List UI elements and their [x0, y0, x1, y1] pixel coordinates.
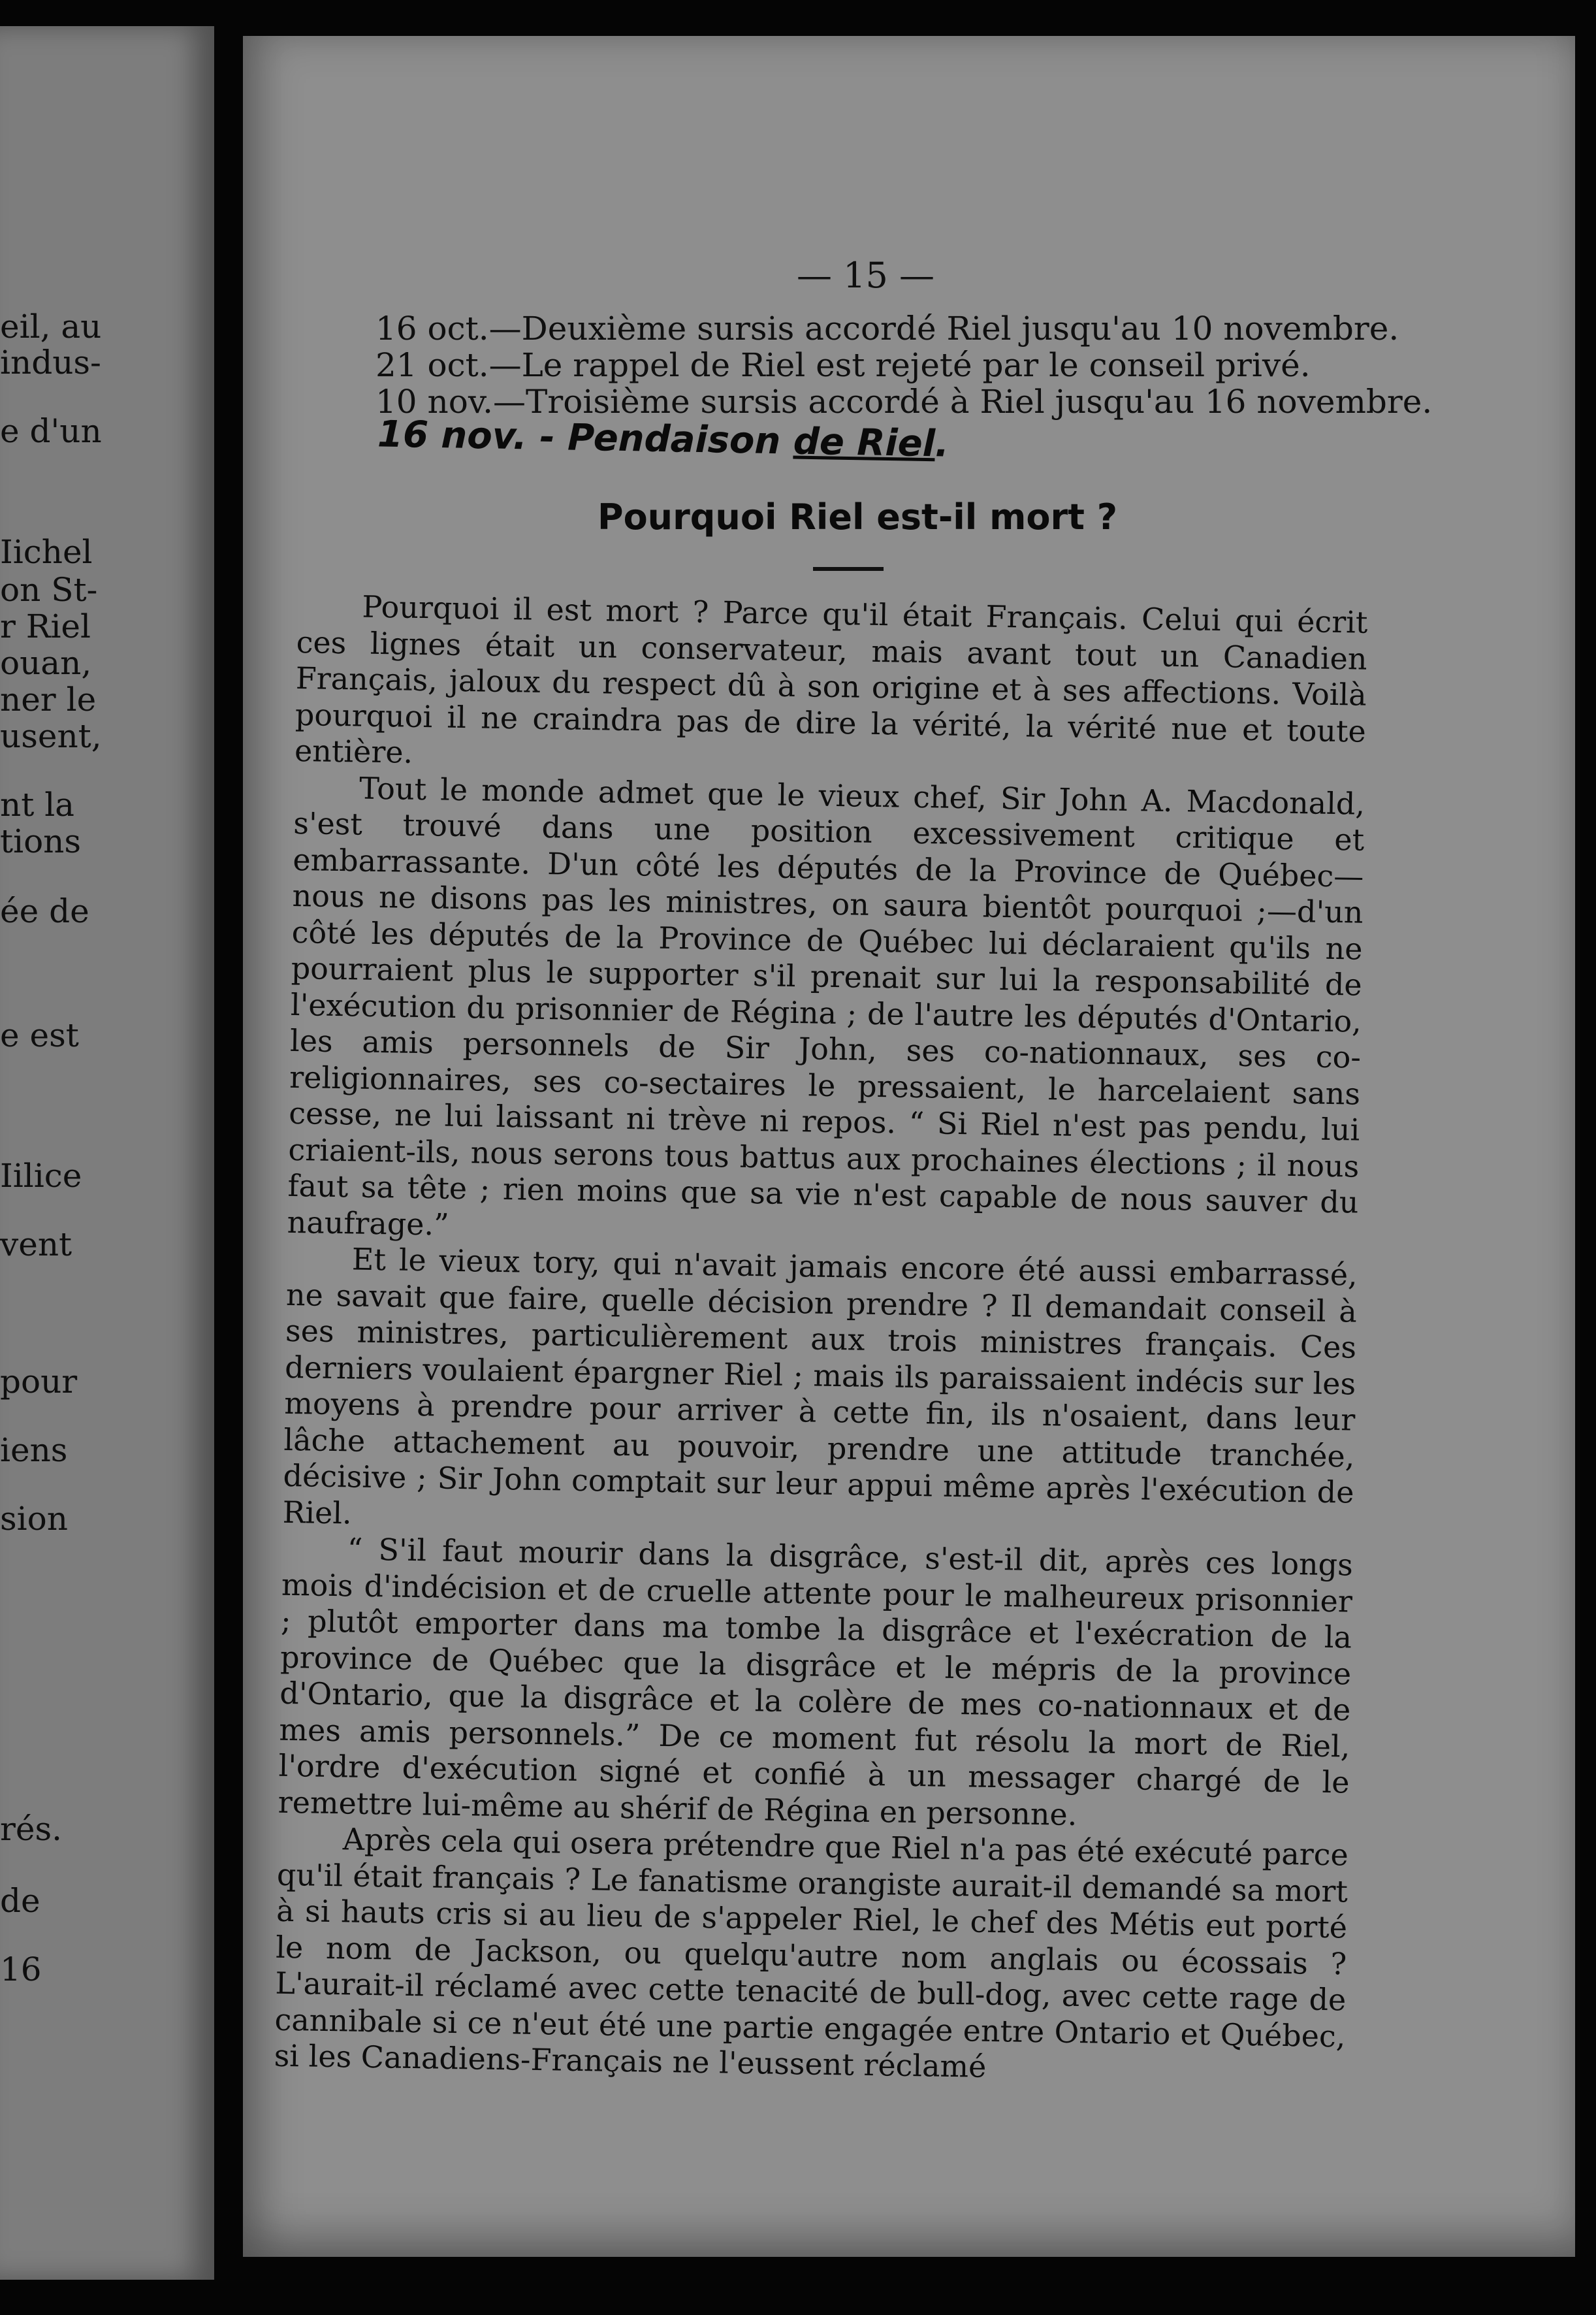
chronology-list [375, 310, 1433, 421]
left-fragment: e est [0, 1016, 79, 1054]
left-fragment: e d'un [0, 412, 102, 450]
left-fragment: 16 [0, 1951, 42, 1988]
left-fragment: r Riel [0, 607, 91, 645]
left-fragment: de [0, 1882, 40, 1920]
title-rule [813, 567, 884, 571]
chronology-entry: 21 oct.—Le rappel de Riel est rejeté par le conseil privé. [375, 346, 1311, 384]
left-fragment: Iilice [0, 1157, 82, 1195]
section-title: Pourquoi Riel est-il mort ? [598, 496, 1118, 538]
handwritten-suffix: . [934, 423, 950, 466]
page-number: — 15 — [797, 255, 935, 296]
left-fragment: rés. [0, 1810, 63, 1848]
body-text [274, 588, 1368, 2091]
left-fragment: nt la [0, 786, 74, 824]
left-fragment: on St- [0, 571, 98, 609]
left-fragment: ner le [0, 681, 97, 719]
left-fragment: vent [0, 1225, 72, 1263]
left-fragment: tions [0, 822, 82, 860]
paragraph: Tout le monde admet que le vieux chef, Sir John A. Macdonald, s'est trouvé dans une position excessivement critique et embarrassante. D'un côté les députés de la Province de Québec—nous ne disons pas les ministres, on saura bientôt pourquoi ;—d'un côté les députés de la Province de Québec lui déclaraient qu'ils ne pourraient plus le supporter s'il prenait sur lui la responsabilité de l'exécution du prisonnier de Régina ; de l'autre les députés d'Ontario, les amis personnels de Sir John, ses co-nationnaux, ses co-religionnaires, ses co-sectaires le pressaient, le harcelaient sans cesse, ne lui laissant ni trève ni repos. “ Si Riel n'est pas pendu, lui criaient-ils, nous serons tous battus aux prochaines élections ; il nous faut sa tête ; rien moins que sa vie n'est capable de nous sauver du naufrage.” [287, 770, 1365, 1242]
left-fragment: ouan, [0, 644, 92, 682]
left-fragment: sion [0, 1500, 68, 1538]
paragraph: Et le vieux tory, qui n'avait jamais encore été aussi embarrassé, ne savait que faire, quelle décision prendre ? Il demandait conseil à ses ministres, particulièrement aux trois ministres français. Ces derniers voulaient épargner Riel ; mais ils paraissaient indécis sur les moyens à prendre pour arriver à cette fin, ils n'osaient, dans leur lâche attachement au pouvoir, prendre une attitude tranchée, décisive ; Sir John comptait sur leur appui même après l'exécution de Riel. [282, 1241, 1358, 1530]
paragraph: “ S'il faut mourir dans la disgrâce, s'est-il dit, après ces longs mois d'indécision et de cruelle attente pour le malheureux prisonnier ; plutôt emporter dans ma tombe la disgrâce et l'exécration de la province de Québec que la disgrâce et le mépris de la province d'Ontario, que la disgrâce et la colère de mes co-nationnaux et de mes amis personnels.” De ce moment fut résolu la mort de Riel, l'ordre d'exécution signé et confié à un messager chargé de le remettre lui-même au shérif de Régina en personne. [278, 1531, 1354, 1832]
left-fragment: usent, [0, 717, 102, 755]
left-fragment: ée de [0, 892, 89, 930]
left-fragment: eil, au [0, 308, 102, 346]
handwritten-prefix: 16 nov. - Pendaison [377, 413, 794, 463]
left-page [0, 26, 214, 2280]
book-gutter [214, 0, 243, 2315]
left-fragment: indus- [0, 344, 101, 381]
paragraph: Après cela qui osera prétendre que Riel n'a pas été exécuté parce qu'il était français ? Le fanatisme orangiste aurait-il demandé sa mort à si hauts cris si au lieu de s'appeler Riel, le chef des Métis eut porté le nom de Jackson, ou quelqu'autre nom anglais ou écossais ? L'aurait-il réclamé avec cette tenacité de bull-dog, avec cette rage de cannibale si ce n'eut été une partie engagée entre Ontario et Québec, si les Canadiens-Français ne l'eussent réclamé [274, 1821, 1349, 2084]
handwritten-underlined: de Riel [793, 420, 936, 466]
left-fragment: Iichel [0, 533, 93, 571]
left-fragment: iens [0, 1431, 68, 1469]
left-fragment: pour [0, 1363, 78, 1400]
paragraph: Pourquoi il est mort ? Parce qu'il était Français. Celui qui écrit ces lignes était un conservateur, mais avant tout un Canadien Français, jaloux du respect dû à son origine et à ses affections. Voilà pourquoi il ne craindra pas de dire la vérité, la vérité nue et toute entière. [294, 589, 1368, 770]
chronology-entry: 10 nov.—Troisième sursis accordé à Riel jusqu'au 16 novembre. [375, 383, 1433, 421]
chronology-entry: 16 oct.—Deuxième sursis accordé Riel jusqu'au 10 novembre. [375, 310, 1399, 348]
